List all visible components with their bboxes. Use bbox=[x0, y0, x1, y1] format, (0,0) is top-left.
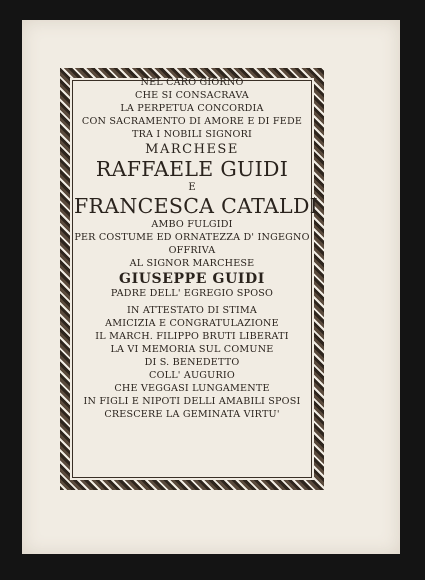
text-line: CON SACRAMENTO DI AMORE E DI FEDE bbox=[81, 116, 303, 127]
text-line: CRESCERE LA GEMINATA VIRTU' bbox=[104, 409, 280, 420]
bride-name: FRANCESCA CATALDI bbox=[74, 194, 319, 218]
text-line: AL SIGNOR MARCHESE bbox=[129, 258, 255, 269]
groom-name: RAFFAELE GUIDI bbox=[95, 157, 289, 181]
text-line: LA VI MEMORIA SUL COMUNE bbox=[110, 344, 274, 355]
text-line: NEL CARO GIORNO bbox=[140, 77, 244, 88]
text-line: COLL' AUGURIO bbox=[149, 370, 235, 381]
father-name: GIUSEPPE GUIDI bbox=[119, 271, 265, 287]
text-line: TRA I NOBILI SIGNORI bbox=[131, 129, 253, 140]
text-line: PADRE DELL' EGREGIO SPOSO bbox=[110, 288, 274, 299]
text-line: LA PERPETUA CONCORDIA bbox=[120, 103, 264, 114]
text-line: PER COSTUME ED ORNATEZZA D' INGEGNO bbox=[74, 232, 310, 243]
title-marchese: MARCHESE bbox=[145, 142, 239, 157]
text-line: IL MARCH. FILIPPO BRUTI LIBERATI bbox=[95, 331, 289, 342]
conjunction: E bbox=[188, 182, 196, 193]
text-line: OFFRIVA bbox=[168, 245, 216, 256]
dedication-text bbox=[74, 77, 319, 423]
text-line: AMICIZIA E CONGRATULAZIONE bbox=[105, 318, 279, 329]
text-line: AMBO FULGIDI bbox=[151, 219, 233, 230]
text-line: IN ATTESTATO DI STIMA bbox=[126, 305, 258, 316]
text-line: DI S. BENEDETTO bbox=[144, 357, 240, 368]
text-line: CHE SI CONSACRAVA bbox=[135, 90, 249, 101]
text-line: CHE VEGGASI LUNGAMENTE bbox=[114, 383, 270, 394]
text-line: IN FIGLI E NIPOTI DELLI AMABILI SPOSI bbox=[83, 396, 301, 407]
